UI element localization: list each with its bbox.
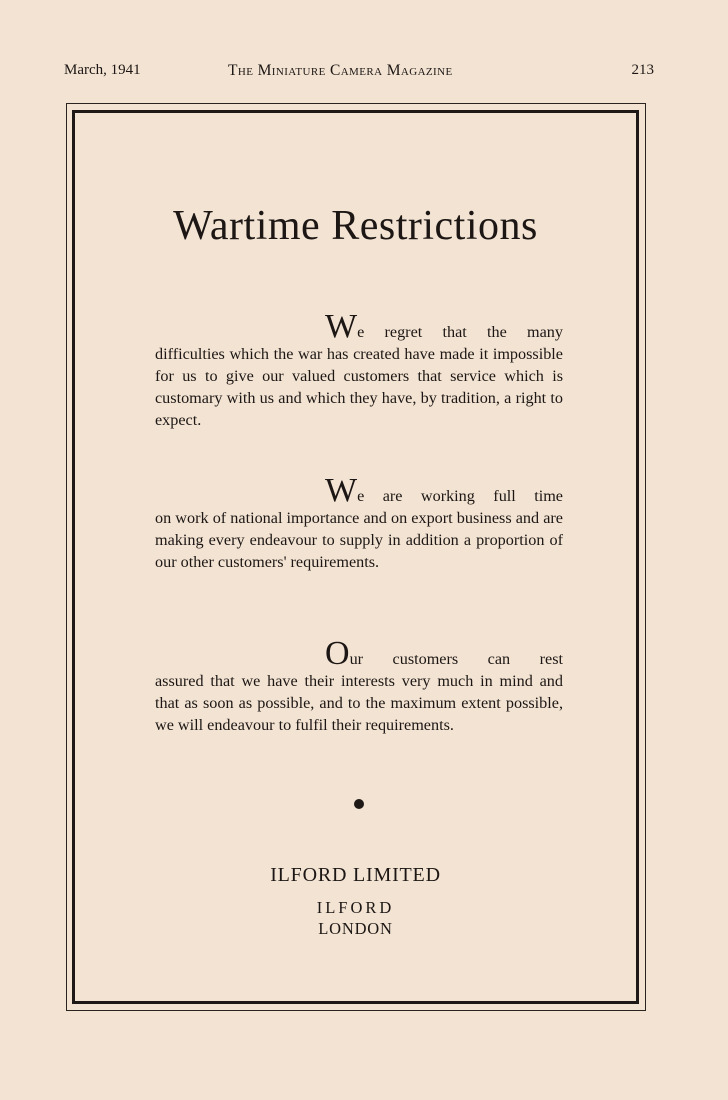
drop-initial: O xyxy=(325,635,350,672)
page-number: 213 xyxy=(631,62,654,78)
bullet-ornament xyxy=(354,799,364,809)
running-header xyxy=(0,62,728,86)
address-line-1: ILFORD xyxy=(316,898,395,917)
advert-paragraph-3 xyxy=(155,635,563,736)
paragraph-lead-line xyxy=(155,308,563,345)
advert-paragraph-2 xyxy=(155,472,563,573)
address-line-2: LONDON xyxy=(318,919,393,938)
issue-date: March, 1941 xyxy=(64,62,141,78)
paragraph-body: difficulties which the war has created have made it impossible for us to give our valued customers that service which is customary with us and which they have, by tradition, a right to expect. xyxy=(155,345,563,429)
drop-initial: W xyxy=(325,308,358,345)
lead-text: e regret that the many xyxy=(357,323,563,341)
magazine-title: The Miniature Camera Magazine xyxy=(228,62,453,79)
lead-text: ur customers can rest xyxy=(349,650,563,668)
paragraph-body: on work of national importance and on export business and are making every endeavour to supply in addition a proportion of our other customers' requirements. xyxy=(155,509,563,571)
drop-initial: W xyxy=(325,472,358,509)
paragraph-body: assured that we have their interests very much in mind and that as soon as possible, and to the maximum extent possible, we will endeavour to fulfil their requirements. xyxy=(155,672,563,734)
company-name: ILFORD LIMITED xyxy=(270,864,441,886)
paragraph-lead-line xyxy=(155,635,563,672)
advert-title: Wartime Restrictions xyxy=(173,203,538,249)
lead-text: e are working full time xyxy=(357,487,563,505)
paragraph-lead-line xyxy=(155,472,563,509)
advert-paragraph-1 xyxy=(155,308,563,431)
